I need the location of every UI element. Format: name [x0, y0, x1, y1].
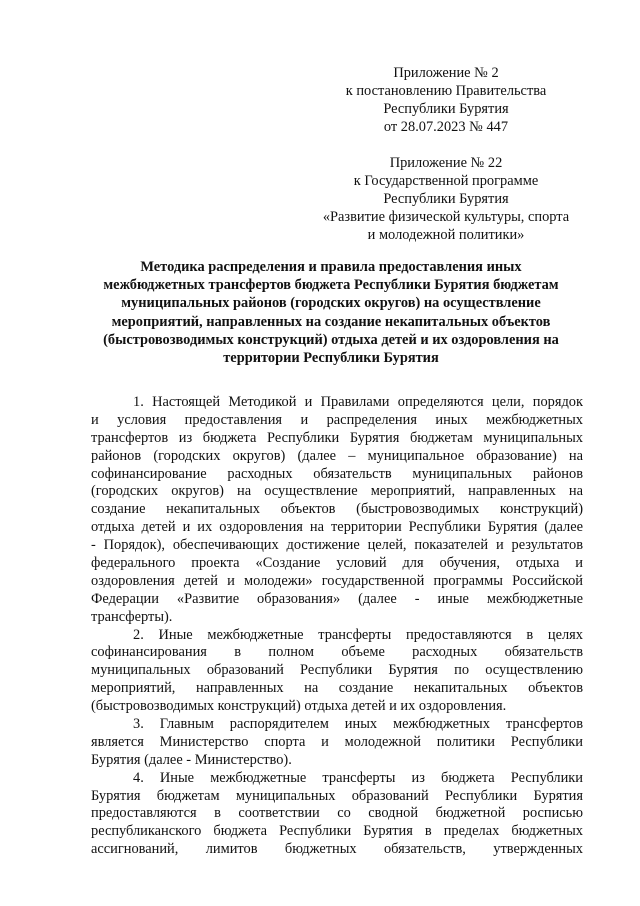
paragraph-line: софинансирование расходных обязательств муниципальных районов [91, 465, 583, 482]
appendix-line: Республики Бурятия [383, 191, 509, 207]
paragraph-line: (городских округов) на осуществление мероприятий, направленных на [91, 483, 583, 500]
appendix-line: к постановлению Правительства [345, 83, 547, 99]
title-line: (быстровозводимых конструкций) отдыха детей и их оздоровления на [103, 331, 559, 348]
paragraph-line: софинансирования в полном объеме расходных обязательств [91, 644, 583, 661]
paragraph-line: - Порядок), обеспечивающих достижение целей, показателей и результатов [91, 537, 583, 554]
appendix-line: от 28.07.2023 № 447 [383, 119, 509, 135]
appendix-program-header [300, 154, 592, 244]
paragraph-line: 4. Иные межбюджетные трансферты из бюджета Республики [133, 769, 583, 786]
paragraph-3 [91, 716, 583, 770]
appendix-line: и молодежной политики» [367, 227, 525, 243]
paragraph-line: отдыха детей и их оздоровления на территории Республики Бурятия (далее [91, 519, 583, 536]
appendix-line: Приложение № 22 [389, 155, 503, 171]
paragraph-line: предоставляются в соответствии со сводной бюджетной росписью [91, 805, 583, 822]
paragraph-line: 2. Иные межбюджетные трансферты предоставляются в целях [133, 626, 583, 643]
appendix-line: к Государственной программе [353, 173, 539, 189]
title-line: муниципальных районов (городских округов) на осуществление [121, 295, 541, 312]
title-line: Методика распределения и правила предоставления иных [140, 259, 522, 275]
document-title [72, 258, 590, 367]
paragraph-4 [91, 770, 583, 859]
paragraph-line: трансфертов из бюджета Республики Бурятия бюджетам муниципальных [91, 429, 583, 446]
title-line: мероприятий, направленных на создание некапитальных объектов [111, 313, 551, 330]
paragraph-line: муниципальных образований Республики Бурятия по осуществлению [91, 662, 583, 679]
paragraph-line: районов (городских округов) (далее – муниципальное образование) на [91, 447, 583, 464]
paragraph-line: федерального проекта «Создание условий для обучения, отдыха и [91, 555, 583, 572]
paragraph-line: ассигнований, лимитов бюджетных обязательств, утвержденных [91, 841, 583, 858]
paragraph-1 [91, 394, 583, 627]
appendix-line: Приложение № 2 [393, 65, 499, 81]
paragraph-line: Бурятия (далее - Министерство). [91, 751, 292, 768]
paragraph-line: создание некапитальных объектов (быстровозводимых конструкций) [91, 501, 583, 518]
appendix-line: Республики Бурятия [383, 101, 509, 117]
title-line: межбюджетных трансфертов бюджета Республики Бурятия бюджетам [103, 277, 559, 294]
paragraph-line: 3. Главным распорядителем иных межбюджетных трансфертов [133, 716, 583, 733]
appendix-main-header [300, 64, 592, 136]
paragraph-line: и условия предоставления и распределения иных межбюджетных [91, 411, 583, 428]
paragraph-line: Бурятия бюджетам муниципальных образований Республики Бурятия [91, 787, 583, 804]
paragraph-2 [91, 627, 583, 716]
paragraph-line: является Министерство спорта и молодежной политики Республики [91, 733, 583, 750]
paragraph-line: 1. Настоящей Методикой и Правилами определяются цели, порядок [133, 394, 583, 410]
title-line: территории Республики Бурятия [223, 350, 439, 367]
paragraph-line: республиканского бюджета Республики Бурятия в пределах бюджетных [91, 823, 583, 840]
paragraph-line: оздоровления детей и молодежи» государственной программы Российской [91, 572, 583, 589]
paragraph-line: трансферты). [91, 608, 173, 625]
paragraph-line: мероприятий, направленных на создание некапитальных объектов [91, 680, 583, 697]
appendix-line: «Развитие физической культуры, спорта [322, 209, 570, 225]
paragraph-line: Федерации «Развитие образования» (далее - иные межбюджетные [91, 590, 583, 607]
paragraph-line: (быстровозводимых конструкций) отдыха детей и их оздоровления. [91, 698, 507, 715]
document-body [91, 394, 583, 859]
